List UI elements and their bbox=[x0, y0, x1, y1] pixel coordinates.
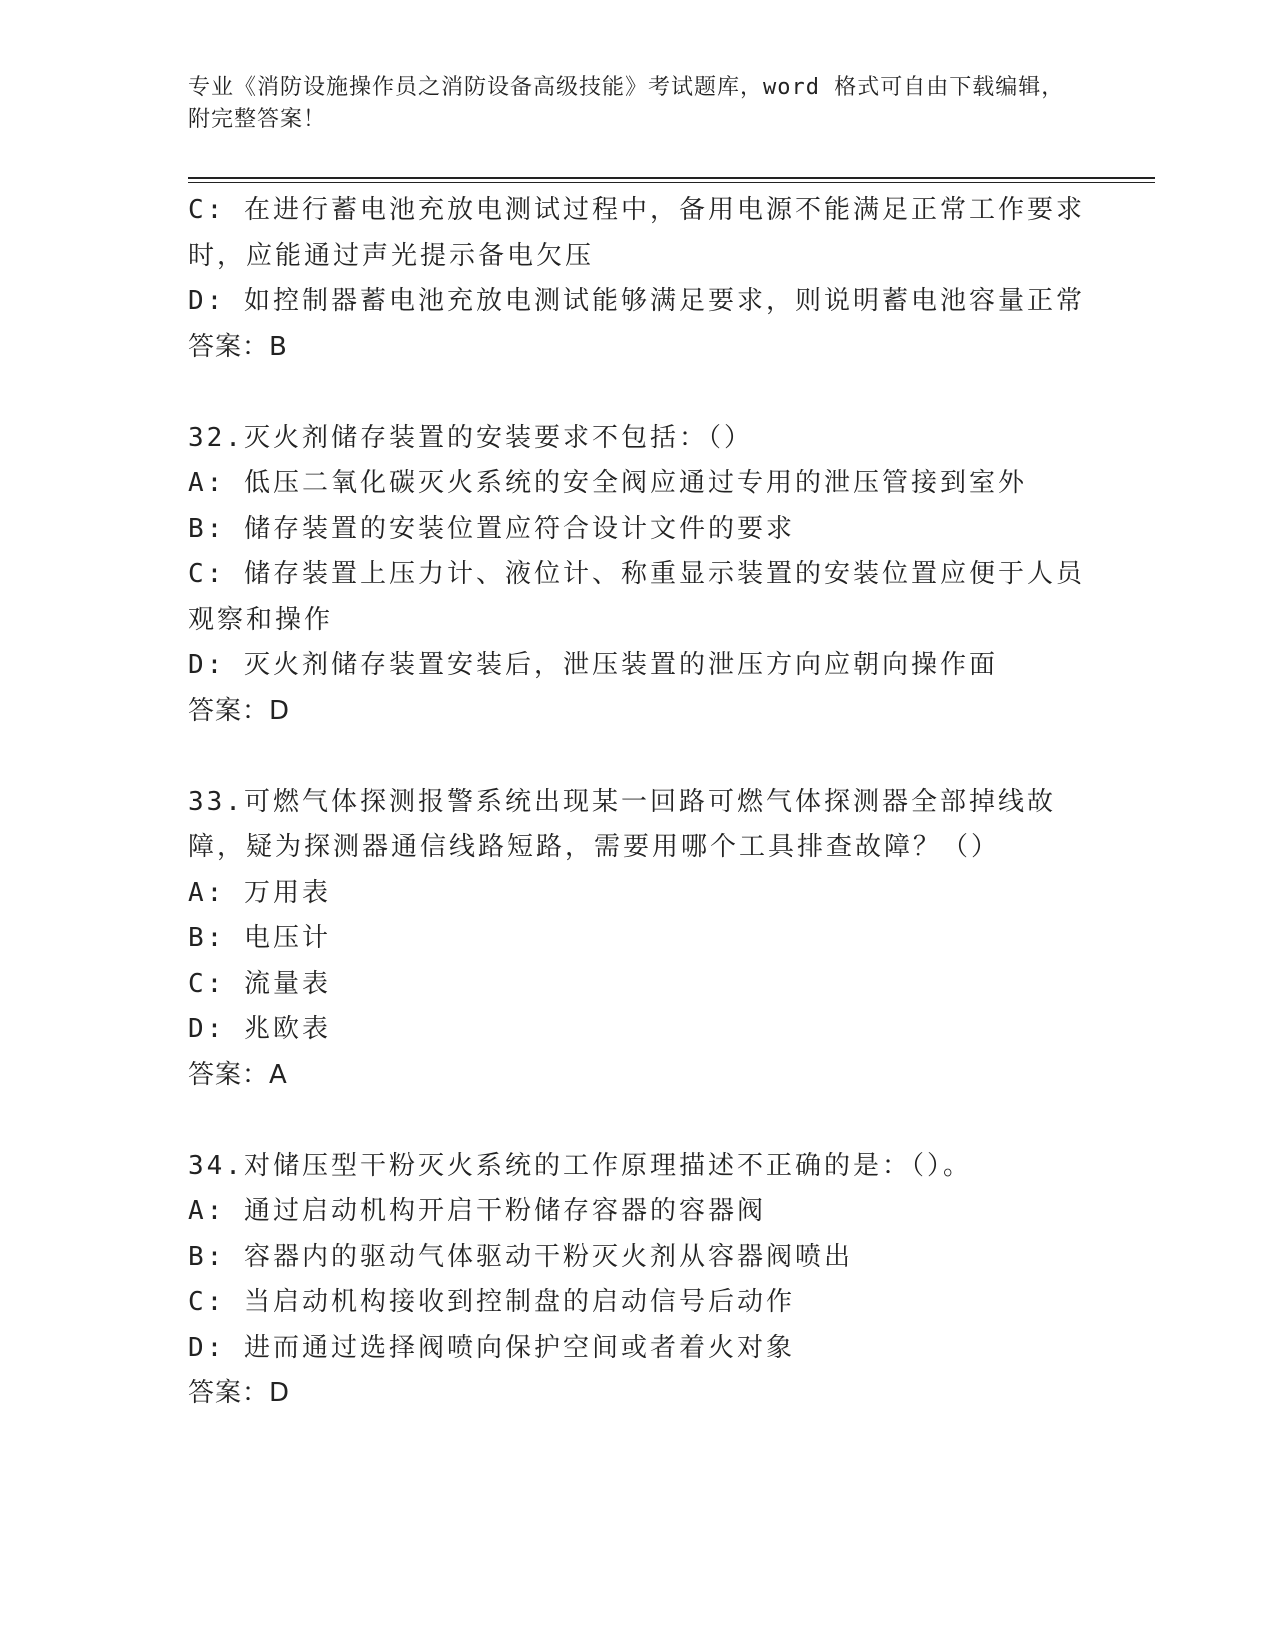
header-text: 专业《消防设施操作员之消防设备高级技能》考试题库，word 格式可自由下载编辑，附完整答案！ bbox=[188, 75, 1065, 132]
question-32 bbox=[188, 416, 1088, 735]
option-b: B: 储存装置的安装位置应符合设计文件的要求 bbox=[188, 513, 795, 544]
option-d: D: 兆欧表 bbox=[188, 1014, 331, 1044]
option-a: A: 万用表 bbox=[188, 877, 331, 908]
option-d: D: 如控制器蓄电池充放电测试能够满足要求，则说明蓄电池容量正常 bbox=[188, 286, 1085, 316]
question-stem: 32.灭火剂储存装置的安装要求不包括：（） bbox=[188, 422, 753, 453]
option-d: D: 进而通过选择阀喷向保护空间或者着火对象 bbox=[188, 1332, 795, 1363]
option-b: B: 电压计 bbox=[188, 923, 331, 953]
question-stem: 33.可燃气体探测报警系统出现某一回路可燃气体探测器全部掉线故障，疑为探测器通信线路短路，需要用哪个工具排查故障？（） bbox=[188, 786, 1056, 862]
question-stem: 34.对储压型干粉灭火系统的工作原理描述不正确的是：（）。 bbox=[188, 1150, 972, 1181]
option-a: A: 低压二氧化碳灭火系统的安全阀应通过专用的泄压管接到室外 bbox=[188, 468, 1027, 498]
question-31-continuation bbox=[188, 188, 1088, 370]
question-content bbox=[188, 188, 1088, 1417]
answer-line: 答案：D bbox=[188, 695, 291, 726]
header-divider-thin bbox=[188, 182, 1155, 183]
answer-line: 答案：B bbox=[188, 331, 288, 362]
option-b: B: 容器内的驱动气体驱动干粉灭火剂从容器阀喷出 bbox=[188, 1241, 853, 1272]
document-header bbox=[188, 72, 1068, 136]
option-d: D: 灭火剂储存装置安装后，泄压装置的泄压方向应朝向操作面 bbox=[188, 650, 998, 680]
option-c: C: 流量表 bbox=[188, 968, 331, 999]
option-c: C: 在进行蓄电池充放电测试过程中，备用电源不能满足正常工作要求时，应能通过声光提示备电欠压 bbox=[188, 195, 1085, 271]
header-divider-thick bbox=[188, 177, 1155, 179]
question-34 bbox=[188, 1144, 1088, 1417]
option-a: A: 通过启动机构开启干粉储存容器的容器阀 bbox=[188, 1196, 766, 1226]
question-33 bbox=[188, 780, 1088, 1099]
answer-line: 答案：A bbox=[188, 1059, 288, 1090]
answer-line: 答案：D bbox=[188, 1378, 291, 1408]
option-c: C: 当启动机构接收到控制盘的启动信号后动作 bbox=[188, 1287, 795, 1317]
option-c: C: 储存装置上压力计、液位计、称重显示装置的安装位置应便于人员观察和操作 bbox=[188, 559, 1085, 635]
